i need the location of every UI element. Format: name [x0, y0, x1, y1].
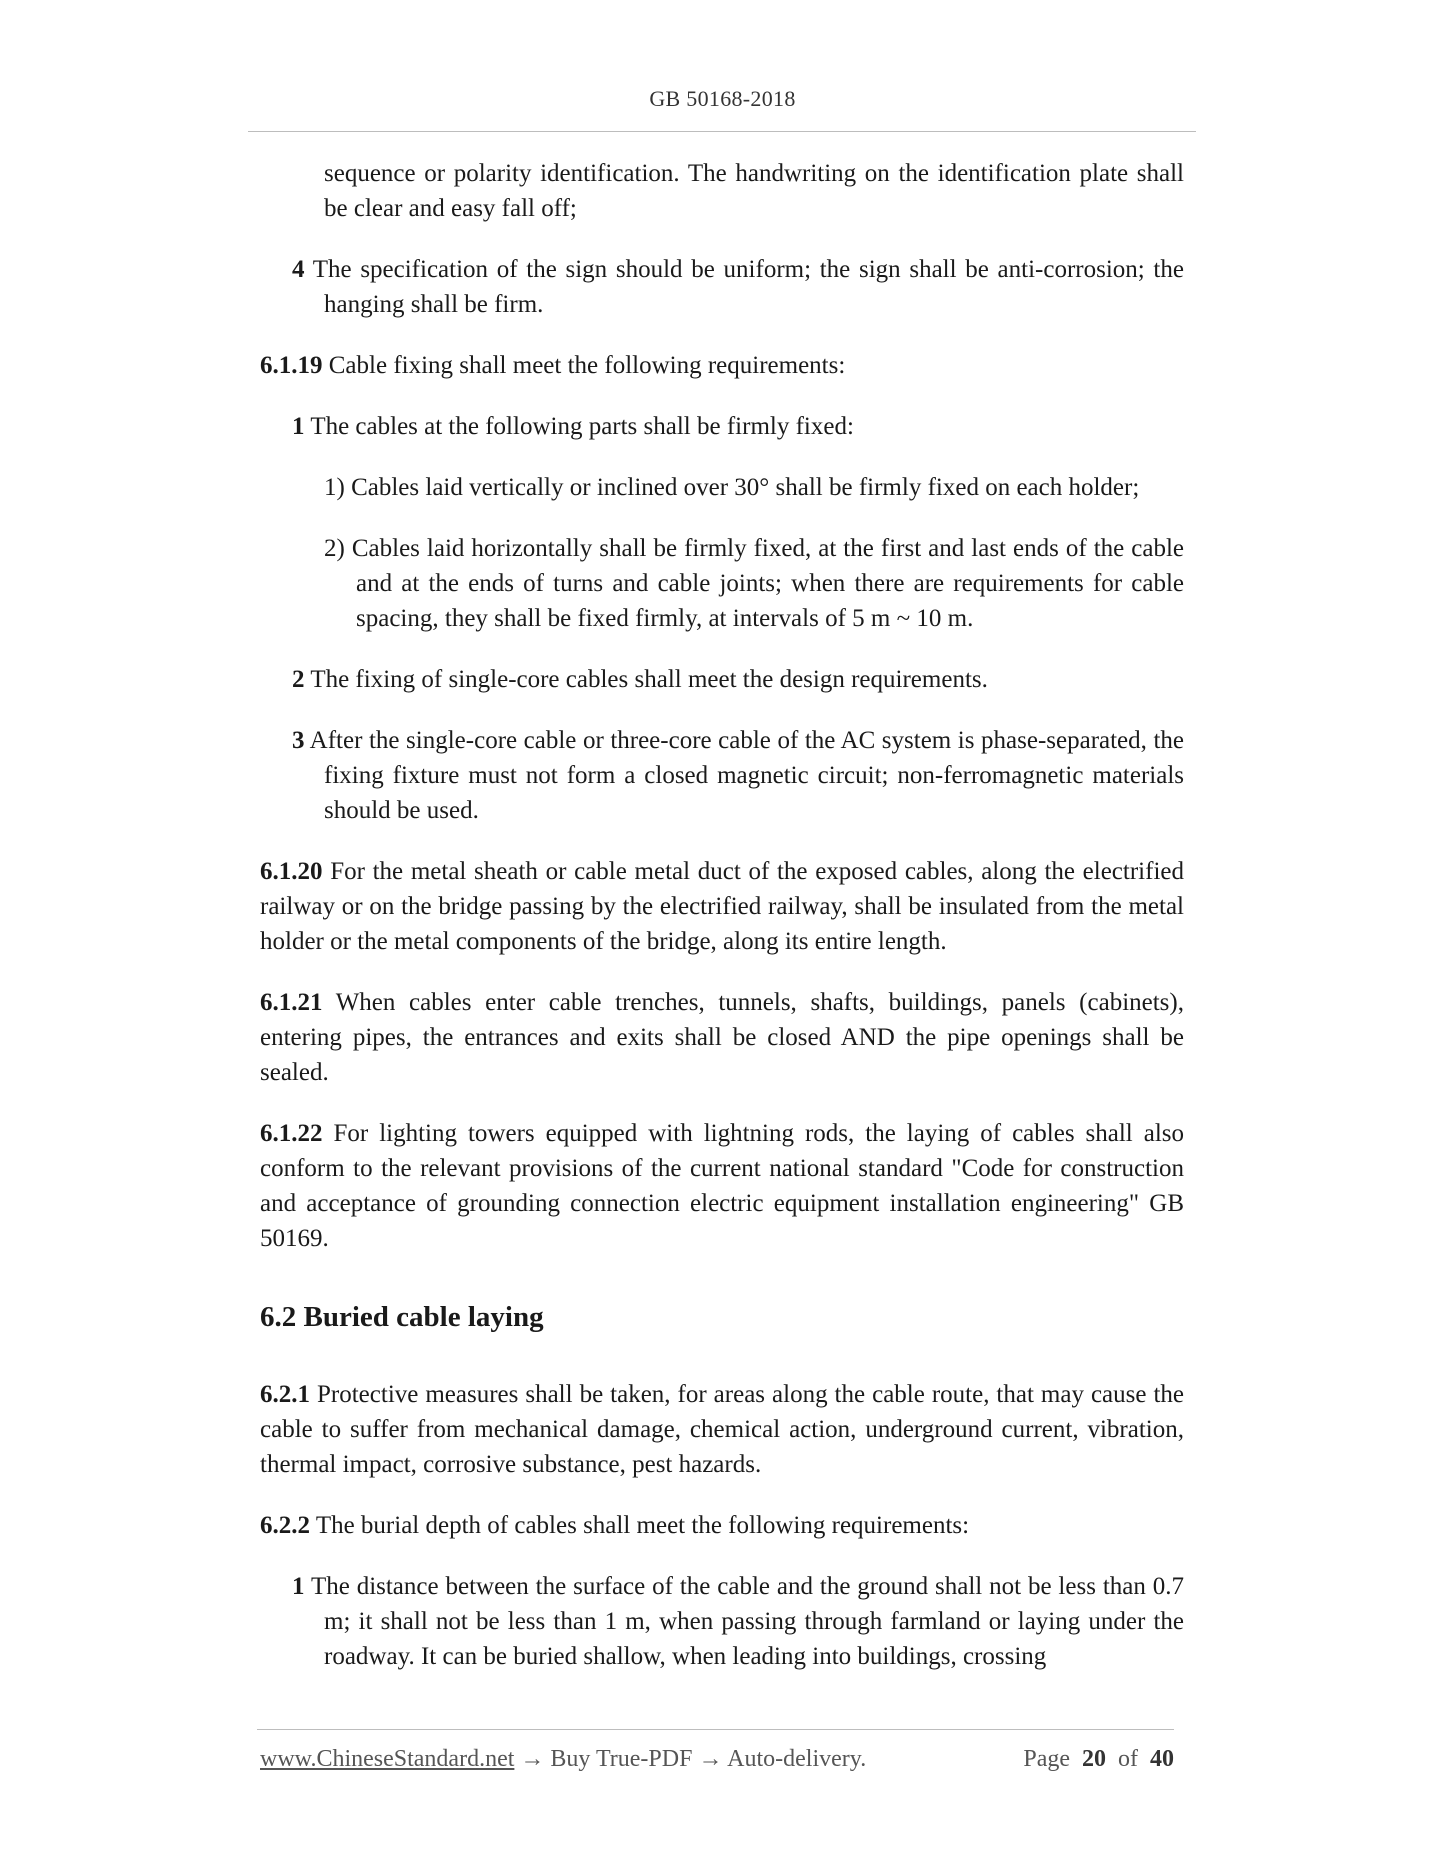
footer-rule: [257, 1729, 1174, 1730]
clause-number: 6.1.20: [260, 858, 323, 885]
clause-text: For lighting towers equipped with lightning rods, the laying of cables shall also conform to the relevant provisions of the current national standard "Code for construction and acceptance of grounding connection electric equipment installation engineering" GB 50169.: [260, 1120, 1185, 1252]
page-number: 20: [1082, 1746, 1106, 1772]
clause-6-1-21: [260, 985, 1184, 1090]
clause-text: Cable fixing shall meet the following requirements:: [328, 352, 846, 379]
clause-text: For the metal sheath or cable metal duct of the exposed cables, along the electrified railway or on the bridge passing by the electrified railway, shall be insulated from the metal holder or the metal components of the bridge, along its entire length.: [260, 858, 1184, 955]
clause-text: Protective measures shall be taken, for areas along the cable route, that may cause the cable to suffer from mechanical damage, chemical action, underground current, vibration, thermal impact, corrosive substance, pest hazards.: [260, 1381, 1185, 1478]
paragraph-continuation: sequence or polarity identification. The handwriting on the identification plate shall be clear and easy fall off;: [324, 160, 1184, 222]
site-link[interactable]: www.ChineseStandard.net: [260, 1746, 515, 1772]
list-item-number: 4: [292, 256, 305, 283]
arrow-right-icon: →: [698, 1746, 723, 1772]
clause-text: When cables enter cable trenches, tunnels, shafts, buildings, panels (cabinets), entering pipes, the entrances and exits shall be closed AND the pipe openings shall be sealed.: [260, 989, 1184, 1086]
list-item-number: 2: [292, 666, 305, 693]
list-item-text: The specification of the sign should be uniform; the sign shall be anti-corrosion; the hanging shall be firm.: [312, 256, 1184, 318]
page-label: Page: [1023, 1746, 1070, 1772]
auto-delivery-text: Auto-delivery.: [727, 1746, 867, 1772]
clause-number: 6.1.21: [260, 989, 323, 1016]
list-item-number: 1: [292, 413, 305, 440]
clause-number: 6.2.1: [260, 1381, 310, 1408]
clause-number: 6.2.2: [260, 1512, 310, 1539]
list-item-text: The fixing of single-core cables shall meet the design requirements.: [310, 666, 988, 693]
page-counter: [1023, 1746, 1174, 1773]
list-item-text: The cables at the following parts shall be firmly fixed:: [310, 413, 854, 440]
header-rule: [248, 131, 1196, 132]
of-label: of: [1118, 1746, 1138, 1772]
list-item-4: [260, 252, 1184, 322]
clause-6-1-22: [260, 1116, 1184, 1256]
clause-6-2-2: [260, 1508, 1184, 1543]
list-item-text: After the single-core cable or three-core cable of the AC system is phase-separated, the fixing fixture must not form a closed magnetic circuit; non-ferromagnetic materials should be used.: [309, 727, 1184, 824]
buy-pdf-text: Buy True-PDF: [550, 1746, 693, 1772]
arrow-right-icon: →: [520, 1746, 545, 1772]
clause-number: 6.1.22: [260, 1120, 323, 1147]
list-item-1-depth: [260, 1569, 1184, 1674]
clause-number: 6.1.19: [260, 352, 323, 379]
clause-6-1-20: [260, 854, 1184, 959]
page-total: 40: [1150, 1746, 1174, 1772]
list-item-text: The distance between the surface of the cable and the ground shall not be less than 0.7 m; it shall not be less than 1 m, when passing through farmland or laying under the roadway. It can be buried shallow, when leading into buildings, crossing: [310, 1573, 1184, 1670]
footer-links: [260, 1746, 866, 1773]
section-heading: 6.2 Buried cable laying: [260, 1301, 544, 1333]
list-item-2: [260, 662, 1184, 697]
list-item-1: [260, 409, 1184, 444]
sub-item-2: 2) Cables laid horizontally shall be firmly fixed, at the first and last ends of the cable and at the ends of turns and cable joints; when there are requirements for cable spacing, they shall be fixed firmly, at intervals of 5 m ~ 10 m.: [324, 535, 1184, 632]
clause-6-2-1: [260, 1377, 1184, 1482]
list-item-number: 1: [292, 1573, 305, 1600]
page-header-title: GB 50168-2018: [649, 86, 796, 111]
list-item-number: 3: [292, 727, 305, 754]
sub-item-1: 1) Cables laid vertically or inclined over 30° shall be firmly fixed on each holder;: [324, 474, 1140, 501]
document-body: [260, 156, 1184, 1700]
clause-6-1-19: [260, 348, 1184, 383]
list-item-3: [260, 723, 1184, 828]
clause-text: The burial depth of cables shall meet the following requirements:: [315, 1512, 970, 1539]
